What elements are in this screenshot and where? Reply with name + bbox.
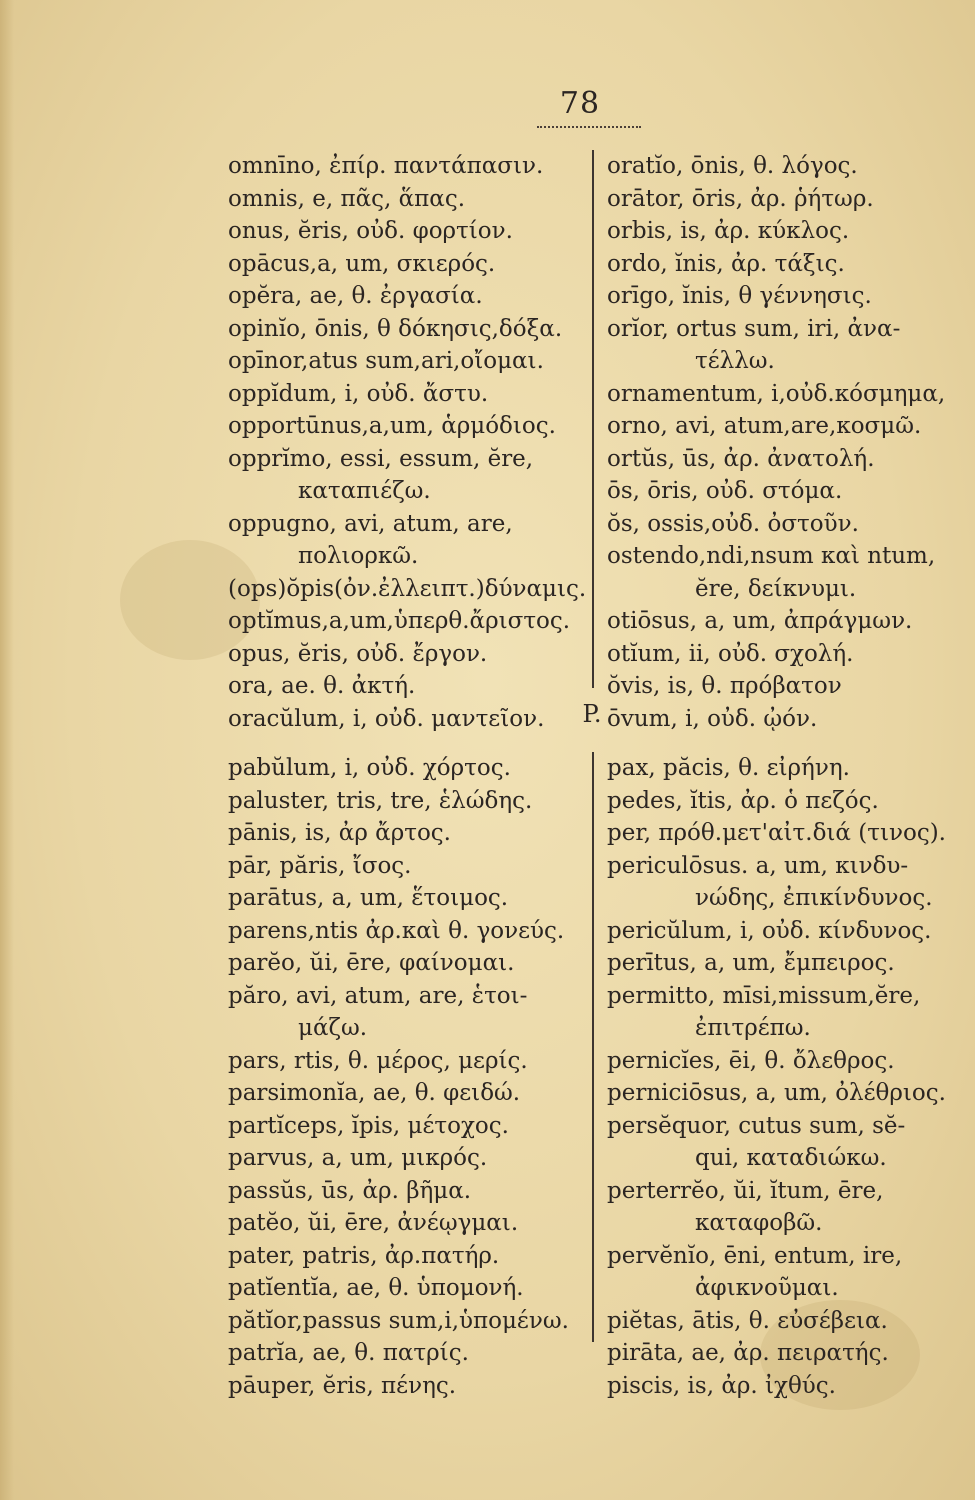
- dictionary-entry-line: pedes, ĭtis, ἀρ. ὁ πεζός.: [607, 787, 879, 814]
- entry-continuation-line: καταπιέζω.: [298, 478, 431, 504]
- section-letter: P.: [582, 700, 602, 728]
- dictionary-entry-line: păro, avi, atum, are, ἑτοι-: [228, 982, 528, 1009]
- dictionary-entry-line: piscis, is, ἀρ. ἰχθύς.: [607, 1372, 836, 1399]
- dictionary-entry-line: pervĕnĭo, ēni, entum, ire,: [607, 1242, 903, 1269]
- dictionary-entry-line: opprĭmo, essi, essum, ĕre,: [228, 445, 534, 472]
- dictionary-entry-line: perterrĕo, ŭi, ĭtum, ēre,: [607, 1177, 884, 1204]
- dictionary-entry-line: ortŭs, ūs, ἀρ. ἀνατολή.: [607, 445, 875, 472]
- dictionary-entry-line: ordo, ĭnis, ἀρ. τάξις.: [607, 250, 845, 277]
- dictionary-entry-line: opīnor,atus sum,ari,οἴομαι.: [228, 348, 544, 374]
- o-section-right-column: [607, 150, 945, 735]
- dictionary-entry-line: opportūnus,a,um, ἁρμόδιος.: [228, 413, 556, 439]
- dictionary-entry-line: paluster, tris, tre, ἑλώδης.: [228, 787, 533, 814]
- dictionary-entry-line: pater, patris, ἀρ.πατήρ.: [228, 1242, 500, 1269]
- entry-continuation-line: ἐπιτρέπω.: [695, 1015, 811, 1041]
- dictionary-entry-line: oracŭlum, i, οὐδ. μαντεῖον.: [228, 705, 545, 732]
- dictionary-entry-line: optĭmus,a,um,ὑπερθ.ἄριστος.: [228, 608, 571, 634]
- dictionary-entry-line: oratĭo, ōnis, θ. λόγος.: [607, 153, 858, 179]
- dictionary-entry-line: perītus, a, um, ἔμπειρος.: [607, 950, 895, 976]
- dictionary-entry-line: orno, avi, atum,are,κοσμῶ.: [607, 413, 922, 439]
- dictionary-entry-line: opĕra, ae, θ. ἐργασία.: [228, 283, 483, 309]
- dictionary-entry-line: oppugno, avi, atum, are,: [228, 510, 513, 537]
- dictionary-entry-line: parens,ntis ἀρ.καὶ θ. γονεύς.: [228, 917, 565, 944]
- p-section-right-column: [607, 752, 946, 1402]
- entry-continuation-line: μάζω.: [298, 1015, 368, 1041]
- dictionary-entry-line: pătĭor,passus sum,i,ὑπομένω.: [228, 1307, 569, 1334]
- entry-continuation-line: πολιορκῶ.: [298, 543, 419, 569]
- dictionary-entry-line: opinĭo, ōnis, θ δόκησις,δόξα.: [228, 315, 563, 342]
- dictionary-entry-line: ōs, ōris, οὐδ. στόμα.: [607, 478, 843, 504]
- dictionary-entry-line: parvus, a, um, μικρός.: [228, 1145, 488, 1171]
- entry-continuation-line: qui, καταδιώκω.: [695, 1145, 887, 1171]
- page-number: 78: [559, 86, 601, 121]
- dictionary-entry-line: (ops)ŏpis(ὀν.ἐλλειπτ.)δύναμις.: [228, 575, 587, 602]
- dictionary-entry-line: ostendo,ndi,nsum καὶ ntum,: [607, 543, 936, 569]
- dictionary-entry-line: piĕtas, ātis, θ. εὐσέβεια.: [607, 1307, 888, 1334]
- dictionary-entry-line: patĭentĭa, ae, θ. ὑπομονή.: [228, 1275, 524, 1301]
- dictionary-entry-line: patĕo, ŭi, ēre, ἀνέῳγμαι.: [228, 1210, 519, 1236]
- p-section-column-divider: [592, 752, 594, 1342]
- dictionary-entry-line: onus, ĕris, οὐδ. φορτίον.: [228, 218, 513, 244]
- entry-continuation-line: καταφοβῶ.: [695, 1210, 823, 1236]
- dictionary-entry-line: persĕquor, cutus sum, sĕ-: [607, 1112, 906, 1139]
- dictionary-entry-line: permitto, mīsi,missum,ĕre,: [607, 982, 921, 1009]
- dictionary-entry-line: parātus, a, um, ἕτοιμος.: [228, 885, 509, 911]
- o-section-column-divider: [592, 150, 594, 688]
- dictionary-entry-line: orbis, is, ἀρ. κύκλος.: [607, 218, 850, 244]
- dictionary-entry-line: pernicĭes, ēi, θ. ὄλεθρος.: [607, 1047, 895, 1074]
- entry-continuation-line: ĕre, δείκνυμι.: [695, 575, 857, 602]
- dictionary-entry-line: otĭum, ii, οὐδ. σχολή.: [607, 640, 854, 667]
- p-section-left-column: [228, 752, 569, 1402]
- dictionary-entry-line: passŭs, ūs, ἀρ. βῆμα.: [228, 1177, 472, 1204]
- dictionary-entry-line: periculōsus. a, um, κινδυ-: [607, 852, 909, 879]
- dictionary-entry-line: orĭor, ortus sum, iri, ἀνα-: [607, 315, 901, 342]
- dictionary-entry-line: otiōsus, a, um, ἀπράγμων.: [607, 608, 913, 634]
- dictionary-entry-line: ōvum, i, οὐδ. ᾠόν.: [607, 705, 818, 732]
- dictionary-entry-line: partĭceps, ĭpis, μέτοχος.: [228, 1112, 509, 1139]
- dictionary-entry-line: pāuper, ĕris, πένης.: [228, 1372, 457, 1399]
- dictionary-entry-line: omnīno, ἐπίρ. παντάπασιν.: [228, 153, 544, 179]
- dictionary-entry-line: pānis, is, ἀρ ἄρτος.: [228, 820, 451, 846]
- dictionary-entry-line: pār, păris, ἴσος.: [228, 852, 412, 879]
- dictionary-entry-line: orātor, ōris, ἀρ. ῥήτωρ.: [607, 185, 874, 212]
- entry-continuation-line: νώδης, ἐπικίνδυνος.: [695, 885, 933, 911]
- dictionary-entry-line: pirāta, ae, ἀρ. πειρατής.: [607, 1340, 889, 1366]
- dictionary-entry-line: omnis, e, πᾶς, ἅπας.: [228, 185, 466, 212]
- dictionary-entry-line: ornamentum, i,οὐδ.κόσμημα,: [607, 380, 946, 407]
- dictionary-entry-line: ŏs, ossis,οὐδ. ὀστοῦν.: [607, 510, 859, 537]
- entry-continuation-line: ἀφικνοῦμαι.: [695, 1275, 839, 1301]
- entry-continuation-line: τέλλω.: [695, 348, 775, 374]
- dictionary-entry-line: pericŭlum, i, οὐδ. κίνδυνος.: [607, 917, 932, 944]
- dictionary-entry-line: patrĭa, ae, θ. πατρίς.: [228, 1340, 469, 1366]
- dictionary-entry-line: parsimonĭa, ae, θ. φειδώ.: [228, 1080, 521, 1106]
- o-section-left-column: [228, 150, 586, 735]
- page-edge-shadow: [0, 0, 14, 1500]
- dictionary-entry-line: ŏvis, is, θ. πρόβατον: [607, 673, 842, 699]
- dictionary-entry-line: oppĭdum, i, οὐδ. ἄστυ.: [228, 380, 489, 407]
- dictionary-entry-line: perniciōsus, a, um, ὀλέθριος.: [607, 1080, 946, 1106]
- page-number-rule: [537, 126, 641, 128]
- dictionary-entry-line: orīgo, ĭnis, θ γέννησις.: [607, 283, 872, 309]
- dictionary-entry-line: pax, păcis, θ. εἰρήνη.: [607, 755, 850, 781]
- dictionary-entry-line: opus, ĕris, οὐδ. ἔργον.: [228, 640, 488, 667]
- dictionary-entry-line: parĕo, ŭi, ēre, φαίνομαι.: [228, 950, 515, 976]
- dictionary-entry-line: per, πρόθ.μετ'αἰτ.διά (τινος).: [607, 820, 946, 846]
- dictionary-entry-line: opācus,a, um, σκιερός.: [228, 250, 496, 277]
- dictionary-entry-line: ora, ae. θ. ἀκτή.: [228, 673, 416, 699]
- dictionary-entry-line: pars, rtis, θ. μέρος, μερίς.: [228, 1047, 528, 1074]
- dictionary-entry-line: pabŭlum, i, οὐδ. χόρτος.: [228, 755, 511, 781]
